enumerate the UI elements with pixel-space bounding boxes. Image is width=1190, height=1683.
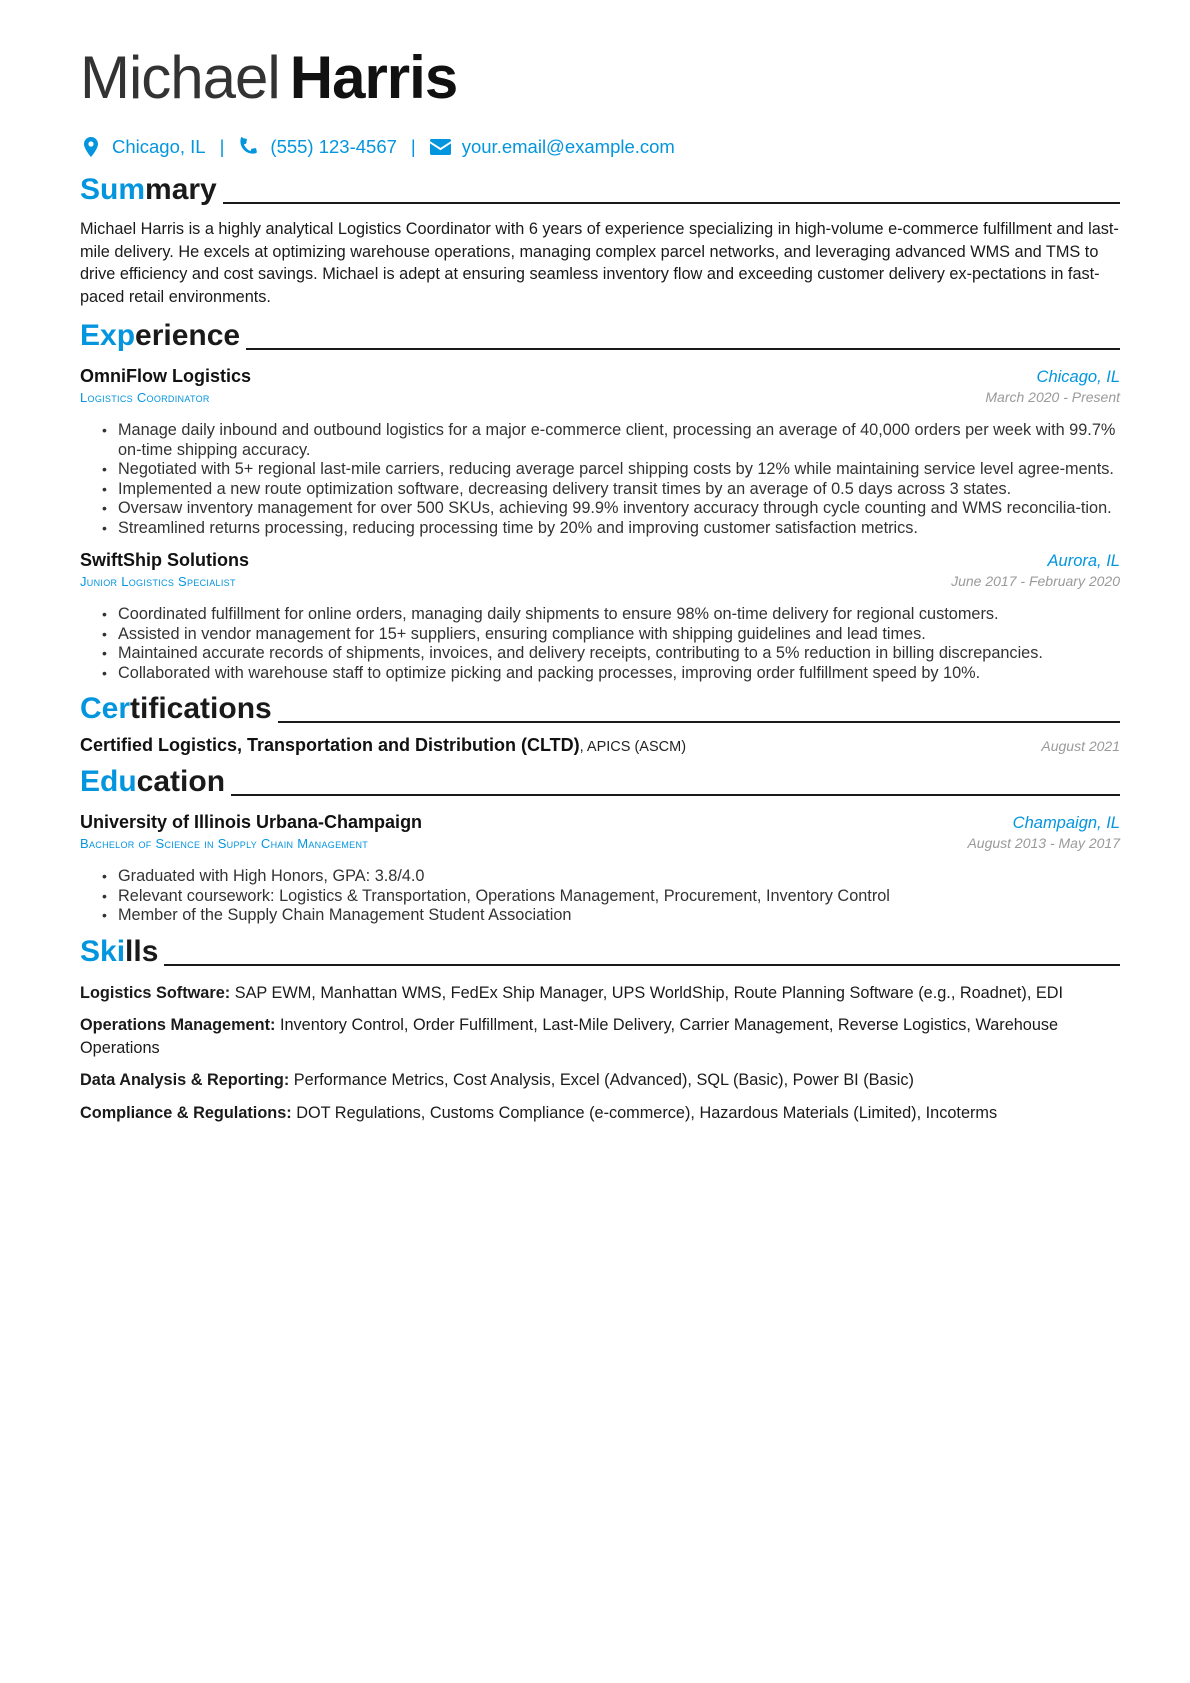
experience-heading-accent: Exp bbox=[80, 319, 136, 352]
section-rule bbox=[278, 721, 1120, 723]
list-item: • Coordinated fulfillment for online orders, managing daily shipments to ensure 98% on-time delivery for regional customers. bbox=[80, 605, 1120, 625]
summary-heading-rest: mary bbox=[145, 173, 217, 206]
contact-separator: | bbox=[219, 136, 225, 157]
section-rule bbox=[246, 348, 1120, 350]
job-dates: June 2017 - February 2020 bbox=[951, 573, 1120, 589]
list-item: • Manage daily inbound and outbound logistics for a major e-commerce client, processing an average of 40,000 orders per week with 99.7% on-time shipping accuracy. bbox=[80, 421, 1120, 460]
skill-value: Performance Metrics, Cost Analysis, Excel (Advanced), SQL (Basic), Power BI (Basic) bbox=[289, 1071, 914, 1089]
list-item: • Member of the Supply Chain Management Student Association bbox=[80, 906, 1120, 926]
skills-heading-rest: lls bbox=[125, 934, 159, 968]
experience-entry bbox=[80, 366, 1120, 538]
skill-label: Compliance & Regulations: bbox=[80, 1103, 292, 1122]
experience-heading bbox=[80, 318, 1120, 354]
experience-entry bbox=[80, 550, 1120, 683]
contact-location bbox=[80, 136, 206, 158]
certification-date: August 2021 bbox=[1041, 738, 1120, 754]
job-bullets bbox=[80, 421, 1120, 538]
skill-label: Logistics Software: bbox=[80, 983, 231, 1002]
experience-heading-rest: erience bbox=[135, 319, 241, 352]
school-location: Champaign, IL bbox=[1012, 814, 1120, 832]
job-location: Chicago, IL bbox=[1036, 368, 1120, 386]
skill-row bbox=[80, 1069, 1120, 1092]
skills-heading-accent: Ski bbox=[80, 934, 126, 968]
contact-email[interactable] bbox=[430, 136, 675, 158]
job-role: Junior Logistics Specialist bbox=[80, 574, 236, 589]
job-dates: March 2020 - Present bbox=[985, 389, 1120, 405]
list-item: • Relevant coursework: Logistics & Transportation, Operations Management, Procurement, Inventory Control bbox=[80, 887, 1120, 907]
email-text: your.email@example.com bbox=[461, 136, 675, 157]
summary-heading-accent: Sum bbox=[80, 173, 146, 206]
skill-label: Operations Management: bbox=[80, 1016, 276, 1034]
certification-title: Certified Logistics, Transportation and Distribution (CLTD) bbox=[80, 735, 580, 755]
entry-sub-row bbox=[80, 835, 1120, 851]
job-role: Logistics Coordinator bbox=[80, 390, 210, 405]
skill-value: SAP EWM, Manhattan WMS, FedEx Ship Manager, UPS WorldShip, Route Planning Software (e.g., Roadnet), EDI bbox=[230, 983, 1064, 1002]
summary-text: Michael Harris is a highly analytical Logistics Coordinator with 6 years of experience specializing in high-volume e-commerce fulfillment and last-mile delivery. He excels at optimizing warehouse operations, managing complex parcel networks, and leveraging advanced WMS and TMS to drive efficiency and cost savings. Michael is adept at ensuring seamless inventory flow and exceeding customer delivery ex-pectations in fast-paced retail environments. bbox=[80, 220, 1119, 306]
phone-icon bbox=[238, 136, 260, 158]
contact-separator: | bbox=[410, 136, 416, 157]
company-name: OmniFlow Logistics bbox=[80, 366, 252, 386]
list-item: • Implemented a new route optimization software, decreasing delivery transit times by an average of 0.5 days across 3 states. bbox=[80, 480, 1120, 500]
section-rule bbox=[231, 794, 1120, 796]
certifications-heading-rest: tifications bbox=[130, 692, 272, 725]
entry-sub-row bbox=[80, 389, 1120, 405]
contact-line bbox=[80, 134, 1120, 160]
degree: Bachelor of Science in Supply Chain Management bbox=[80, 836, 369, 851]
education-heading bbox=[80, 764, 1120, 800]
education-heading-accent: Edu bbox=[80, 765, 137, 798]
skill-row bbox=[80, 982, 1120, 1005]
first-name: Michael bbox=[80, 44, 280, 111]
contact-phone[interactable] bbox=[238, 136, 397, 158]
list-item: • Streamlined returns processing, reducing processing time by 20% and improving customer satisfaction metrics. bbox=[80, 519, 1120, 539]
entry-title-row bbox=[80, 812, 1120, 833]
phone-text: (555) 123-4567 bbox=[270, 136, 397, 157]
skill-value: Inventory Control, Order Fulfillment, Last-Mile Delivery, Carrier Management, Reverse Logistics, Warehouse Operations bbox=[80, 1016, 1059, 1057]
certification-text bbox=[80, 735, 686, 756]
education-dates: August 2013 - May 2017 bbox=[967, 835, 1120, 851]
entry-title-row bbox=[80, 366, 1120, 387]
school-name: University of Illinois Urbana-Champaign bbox=[80, 812, 423, 832]
list-item: • Oversaw inventory management for over 500 SKUs, achieving 99.9% inventory accuracy through cycle counting and WMS reconcilia-tion. bbox=[80, 499, 1120, 519]
list-item: • Graduated with High Honors, GPA: 3.8/4.0 bbox=[80, 867, 1120, 887]
skill-value: DOT Regulations, Customs Compliance (e-commerce), Hazardous Materials (Limited), Incoterms bbox=[291, 1103, 998, 1122]
certification-entry bbox=[80, 735, 1120, 756]
job-location: Aurora, IL bbox=[1047, 552, 1120, 570]
section-rule bbox=[223, 202, 1120, 204]
education-bullets bbox=[80, 867, 1120, 926]
company-name: SwiftShip Solutions bbox=[80, 550, 249, 570]
list-item: • Collaborated with warehouse staff to optimize picking and packing processes, improving order fulfillment speed by 10%. bbox=[80, 664, 1120, 684]
summary-heading bbox=[80, 172, 1120, 208]
certifications-heading-accent: Cer bbox=[80, 692, 131, 725]
entry-title-row bbox=[80, 550, 1120, 571]
map-pin-icon bbox=[80, 136, 102, 158]
last-name: Harris bbox=[289, 44, 458, 111]
certification-org: , APICS (ASCM) bbox=[579, 739, 687, 755]
skill-row bbox=[80, 1102, 1120, 1125]
section-rule bbox=[164, 964, 1120, 966]
certifications-heading bbox=[80, 691, 1120, 727]
list-item: • Maintained accurate records of shipments, invoices, and delivery receipts, contributing to a 5% reduction in billing discrepancies. bbox=[80, 644, 1120, 664]
candidate-name bbox=[80, 38, 1120, 118]
skill-row bbox=[80, 1014, 1120, 1059]
skills-heading bbox=[80, 934, 1120, 970]
job-bullets bbox=[80, 605, 1120, 683]
entry-sub-row bbox=[80, 573, 1120, 589]
education-entry bbox=[80, 812, 1120, 926]
resume-page bbox=[80, 38, 1120, 1124]
location-text: Chicago, IL bbox=[112, 136, 206, 157]
skill-label: Data Analysis & Reporting: bbox=[80, 1071, 290, 1089]
envelope-icon bbox=[430, 136, 452, 158]
list-item: • Assisted in vendor management for 15+ suppliers, ensuring compliance with shipping guidelines and lead times. bbox=[80, 625, 1120, 645]
education-heading-rest: cation bbox=[136, 765, 226, 798]
list-item: • Negotiated with 5+ regional last-mile carriers, reducing average parcel shipping costs by 12% while maintaining service level agree-ments. bbox=[80, 460, 1120, 480]
